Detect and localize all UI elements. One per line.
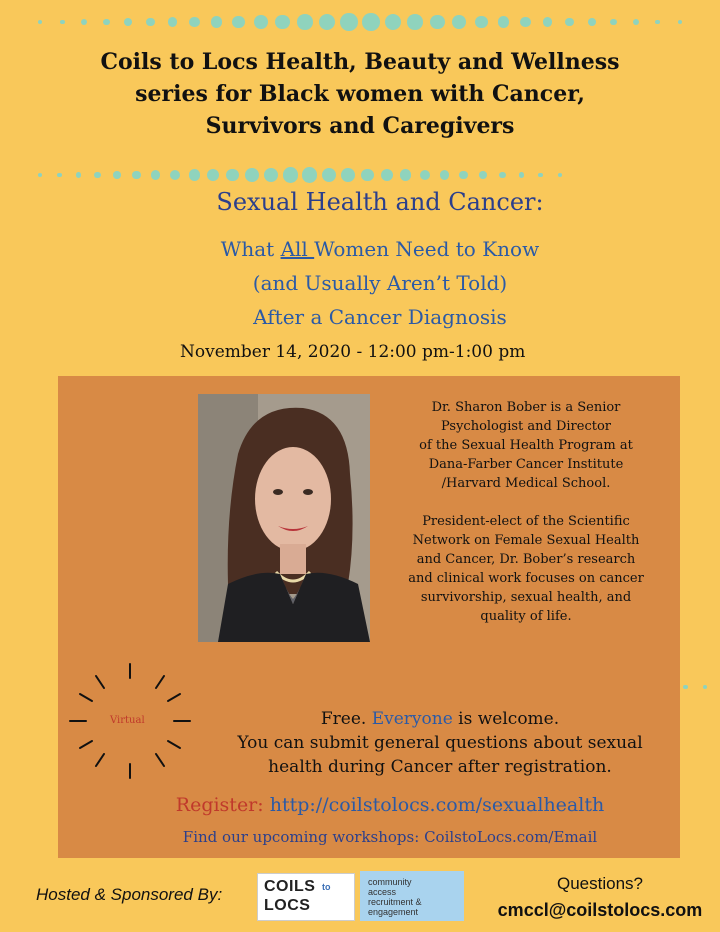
decorative-dot: [381, 169, 393, 181]
subtitle-emphasis: All: [280, 237, 315, 261]
decorative-dot: [168, 17, 178, 27]
decorative-dot: [60, 20, 65, 25]
speaker-bio-intro: [384, 398, 668, 493]
bio-line: and clinical work focuses on cancer: [408, 571, 644, 586]
register-label: Register:: [175, 794, 270, 816]
decorative-dot: [302, 167, 318, 183]
speaker-bio-research: [384, 512, 668, 626]
decorative-dot: [499, 172, 506, 179]
decorative-dot: [362, 13, 380, 31]
session-title: Sexual Health and Cancer:: [216, 188, 544, 216]
decorative-dot: [683, 685, 688, 690]
bio-line: President-elect of the Scientific: [422, 514, 630, 529]
decorative-dot: [283, 167, 299, 183]
decorative-dot: [211, 16, 223, 28]
subtitle-line-3: After a Cancer Diagnosis: [253, 305, 507, 329]
decorative-dot: [610, 19, 617, 26]
decorative-dot: [341, 168, 355, 182]
decorative-dot: [655, 20, 660, 25]
register-line: [100, 794, 680, 816]
decorative-dot: [38, 20, 42, 24]
coils-to-locs-logo: COILS to LOCS: [257, 873, 355, 921]
speaker-bio: [384, 398, 668, 645]
series-title-line-3: Survivors and Caregivers: [205, 113, 515, 139]
decorative-dot: [81, 19, 87, 25]
decorative-dot: [407, 14, 423, 30]
decorative-dot: [207, 169, 219, 181]
decorative-dot: [479, 171, 487, 179]
contact-email[interactable]: cmccl@coilstolocs.com: [497, 900, 703, 920]
bio-line: quality of life.: [480, 609, 572, 624]
decorative-dot: [678, 20, 682, 24]
decorative-dot: [361, 169, 374, 182]
decorative-dot: [113, 171, 121, 179]
decorative-dot: [94, 172, 101, 179]
decorative-dot: [76, 172, 82, 178]
decorative-dot: [226, 169, 239, 182]
questions-info-line-2: health during Cancer after registration.: [268, 757, 612, 777]
event-date-time: November 14, 2020 - 12:00 pm-1:00 pm: [180, 342, 526, 362]
upcoming-workshops-line: [100, 828, 680, 846]
series-title-line-1: Coils to Locs Health, Beauty and Wellness: [100, 49, 620, 75]
bio-line: Psychologist and Director: [441, 419, 611, 434]
decorative-dot: [124, 18, 132, 26]
decorative-dot: [340, 13, 358, 31]
bio-line: Dana-Farber Cancer Institute: [428, 457, 624, 472]
series-title: [30, 46, 690, 142]
decorative-dot: [319, 14, 336, 31]
decorative-dot: [519, 172, 525, 178]
decorative-dot: [189, 17, 200, 28]
decorative-dot: [703, 685, 707, 689]
decorative-dot: [558, 173, 562, 177]
decorative-dot: [440, 170, 449, 179]
decorative-dot: [264, 168, 279, 183]
decorative-dot: [151, 170, 160, 179]
bio-line: of the Sexual Health Program at: [419, 438, 633, 453]
decorative-dot: [245, 168, 259, 182]
decorative-dot: [633, 19, 639, 25]
event-info: [190, 707, 690, 779]
hosted-by-label: Hosted & Sponsored By:: [36, 885, 223, 904]
decorative-dot: [189, 169, 200, 180]
decorative-dot: [565, 18, 574, 27]
subtitle-line-1: What All Women Need to Know: [220, 237, 540, 261]
decorative-dot: [588, 18, 596, 26]
upcoming-label: Find our upcoming workshops:: [182, 828, 425, 846]
upcoming-link[interactable]: CoilstoLocs.com/Email: [424, 828, 598, 846]
decorative-dot: [520, 17, 531, 28]
bio-line: /Harvard Medical School.: [441, 476, 611, 491]
virtual-label: Virtual: [110, 715, 145, 726]
everyone-highlight: Everyone: [371, 709, 453, 729]
decorative-dot: [275, 15, 290, 30]
decorative-dot: [400, 169, 411, 180]
decorative-dot: [57, 173, 62, 178]
decorative-dot: [232, 16, 245, 29]
bio-line: and Cancer, Dr. Bober’s research: [416, 552, 636, 567]
bio-line: Dr. Sharon Bober is a Senior: [431, 400, 621, 415]
decorative-dot: [459, 171, 467, 179]
decorative-dot: [297, 14, 313, 30]
register-link[interactable]: http://coilstolocs.com/sexualhealth: [269, 794, 605, 816]
decorative-dot: [146, 18, 155, 27]
decorative-dot: [475, 16, 488, 29]
decorative-dot: [430, 15, 445, 30]
bio-line: Network on Female Sexual Health: [412, 533, 640, 548]
series-title-line-2: series for Black women with Cancer,: [135, 81, 585, 107]
questions-info-line-1: You can submit general questions about sexual: [237, 733, 643, 753]
decorative-dot: [385, 14, 402, 31]
decorative-dot: [498, 16, 510, 28]
decorative-dot: [38, 173, 42, 177]
decorative-dot: [254, 15, 268, 29]
free-line: Free. Everyone is welcome.: [320, 709, 560, 729]
decorative-dot: [452, 15, 466, 29]
decorative-dot: [103, 19, 110, 26]
decorative-dot: [170, 170, 180, 180]
speaker-photo: [198, 394, 370, 642]
questions-label: Questions?: [557, 874, 643, 893]
decorative-dot: [132, 171, 140, 179]
subtitle-line-2: (and Usually Aren’t Told): [252, 271, 508, 295]
decorative-dot: [420, 170, 430, 180]
bio-line: survivorship, sexual health, and: [420, 590, 632, 605]
session-subtitle: [0, 232, 720, 334]
care-logo: community access recruitment & engagement: [360, 871, 464, 921]
decorative-dot: [322, 168, 337, 183]
decorative-dot: [543, 17, 553, 27]
decorative-dot: [538, 173, 543, 178]
